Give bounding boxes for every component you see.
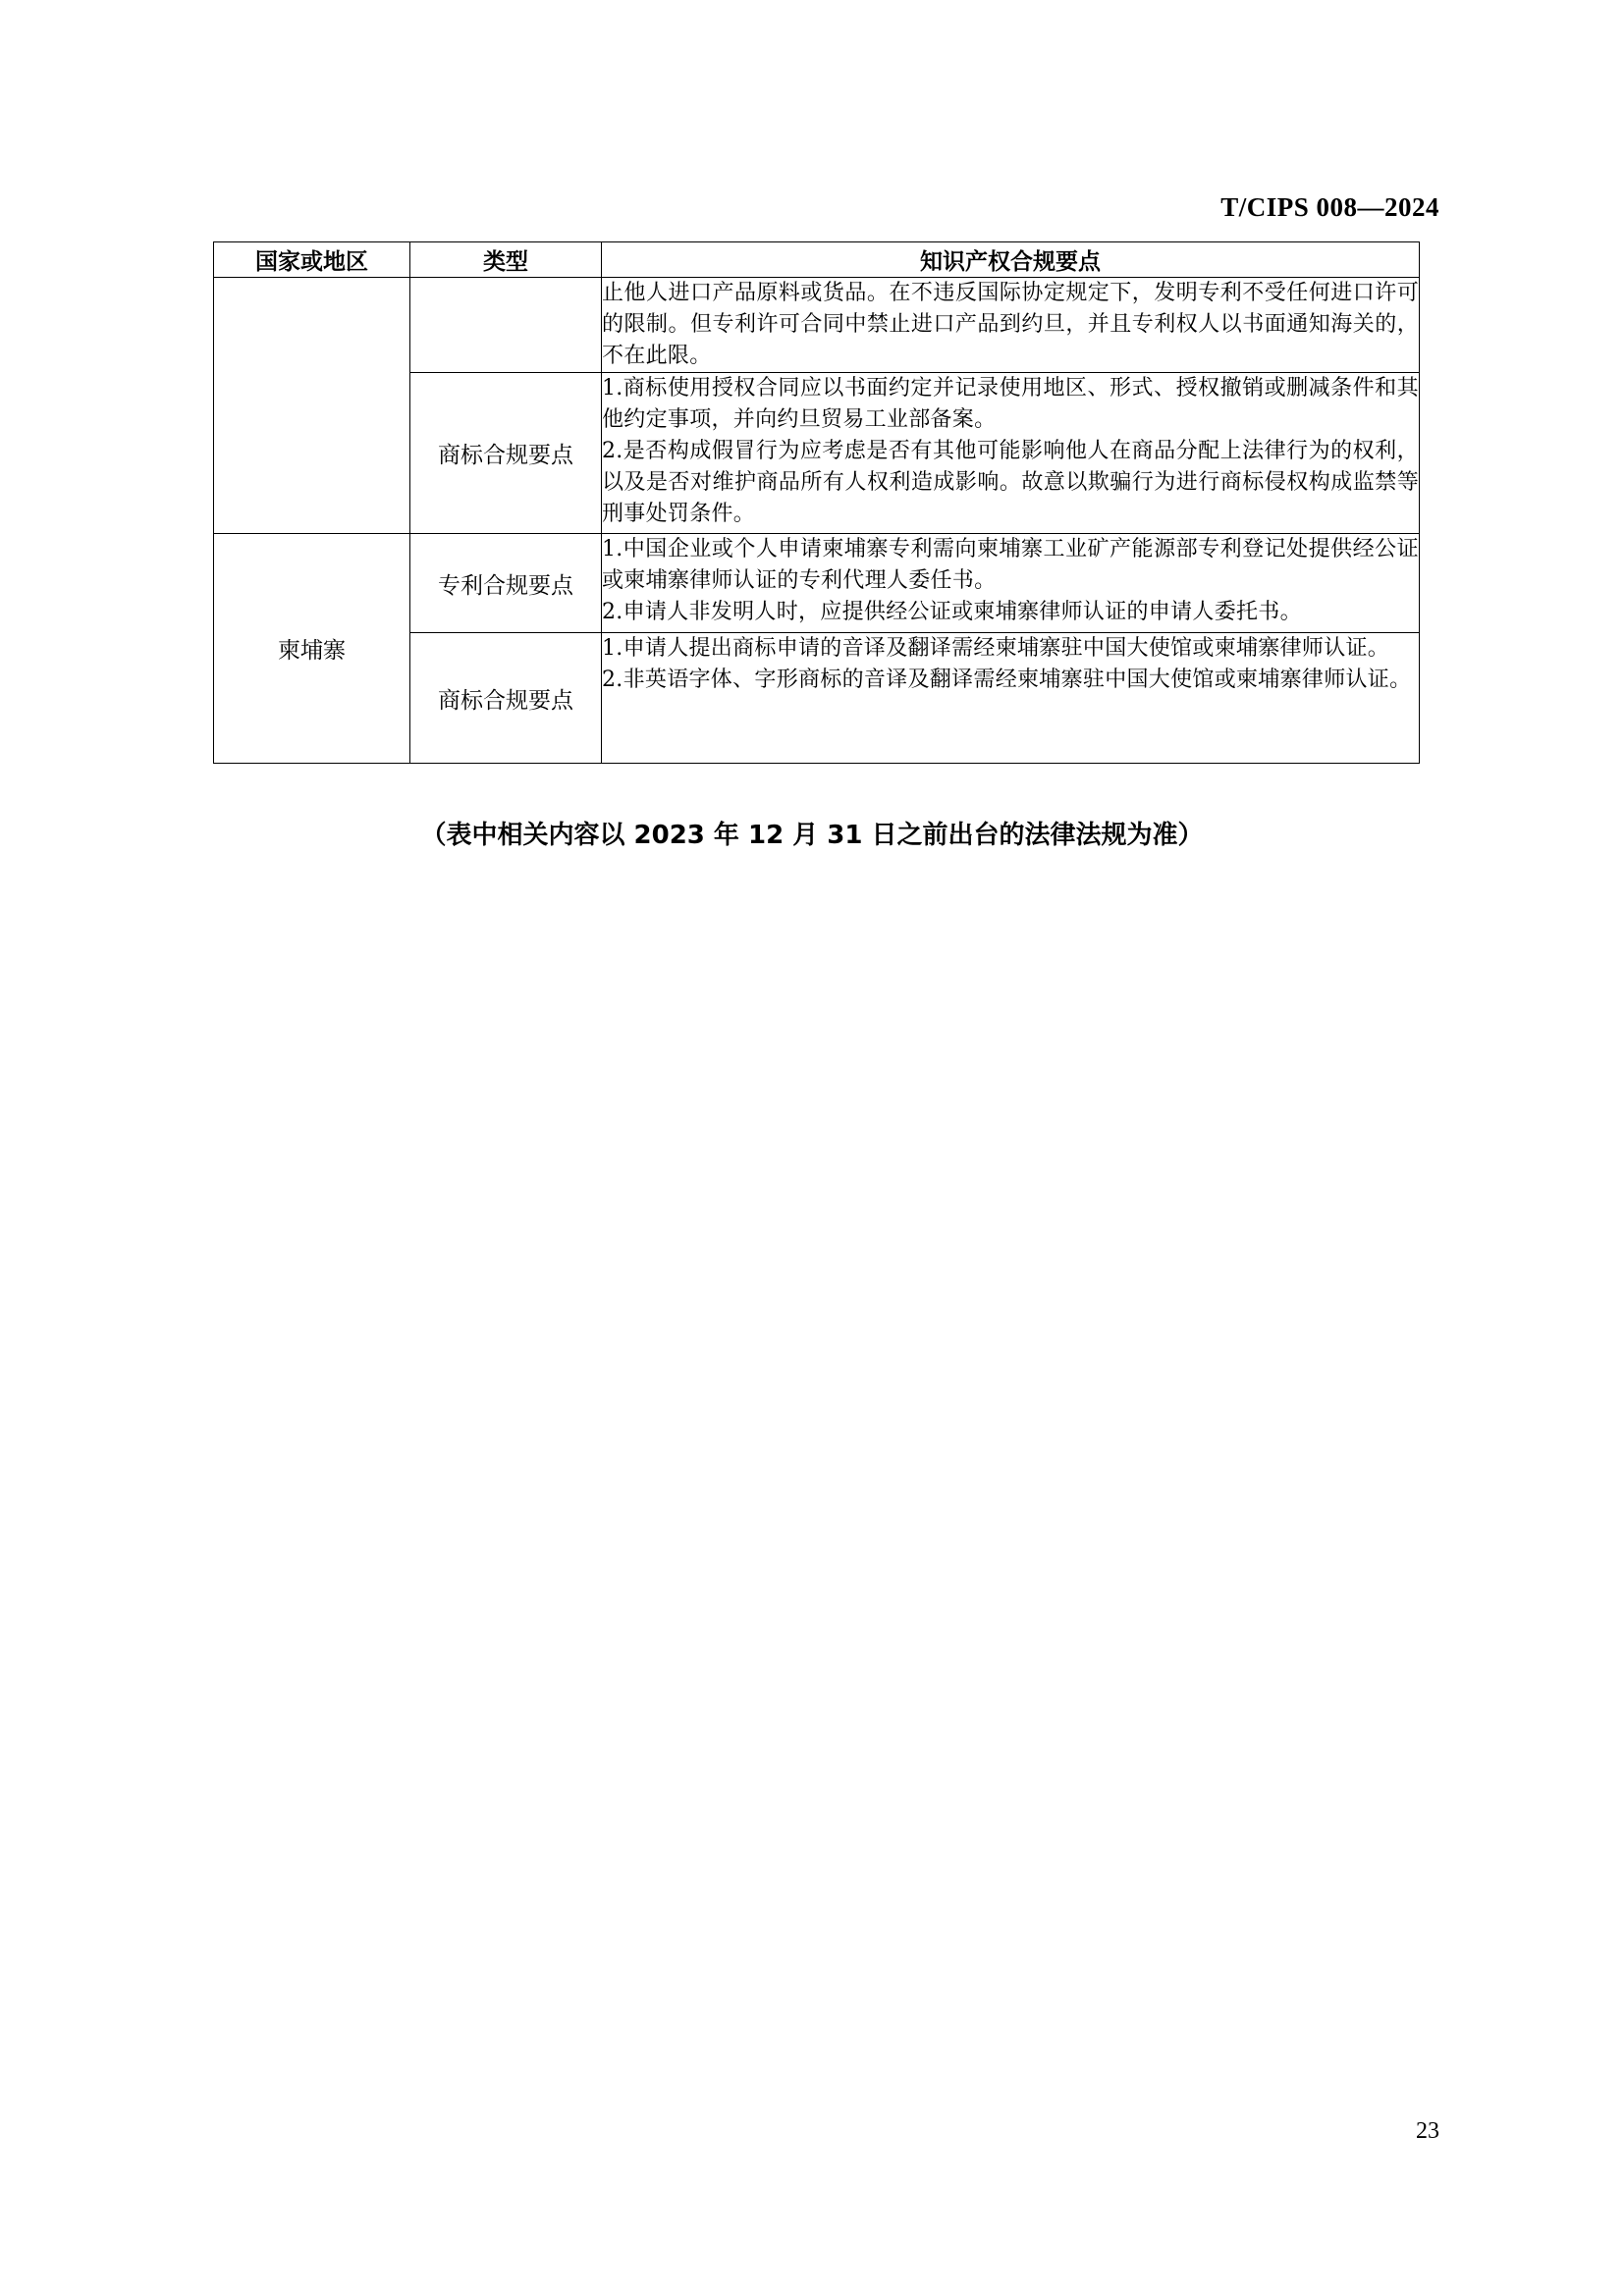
content-cell: [602, 278, 1420, 373]
content-paragraph: 2.申请人非发明人时，应提供经公证或柬埔寨律师认证的申请人委托书。: [602, 600, 1302, 624]
table-header-row: [214, 242, 1420, 278]
country-cell: 柬埔寨: [214, 534, 410, 764]
compliance-table: [213, 241, 1420, 764]
table-footnote: （表中相关内容以 2023 年 12 月 31 日之前出台的法律法规为准）: [420, 821, 1204, 850]
table-row: [214, 278, 1420, 373]
content-cell: [602, 373, 1420, 534]
content-paragraph: 2.是否构成假冒行为应考虑是否有其他可能影响他人在商品分配上法律行为的权利，以及是否对维护商品所有人权利造成影响。故意以欺骗行为进行商标侵权构成监禁等刑事处罚条件。: [602, 439, 1419, 526]
content-paragraph: 1.申请人提出商标申请的音译及翻译需经柬埔寨驻中国大使馆或柬埔寨律师认证。: [602, 636, 1390, 661]
type-cell: [410, 278, 602, 373]
header-type: 类型: [410, 242, 602, 278]
content-cell: [602, 633, 1420, 764]
country-cell: [214, 278, 410, 534]
type-cell: 商标合规要点: [410, 633, 602, 764]
content-paragraph: 止他人进口产品原料或货品。在不违反国际协定规定下，发明专利不受任何进口许可的限制。但专利许可合同中禁止进口产品到约旦，并且专利权人以书面通知海关的，不在此限。: [602, 281, 1419, 368]
header-country: 国家或地区: [214, 242, 410, 278]
document-code: T/CIPS 008—2024: [1220, 192, 1439, 222]
type-cell: 专利合规要点: [410, 534, 602, 633]
content-paragraph: 1.商标使用授权合同应以书面约定并记录使用地区、形式、授权撤销或删减条件和其他约定事项，并向约旦贸易工业部备案。: [602, 376, 1419, 432]
type-cell: 商标合规要点: [410, 373, 602, 534]
content-paragraph: 1.中国企业或个人申请柬埔寨专利需向柬埔寨工业矿产能源部专利登记处提供经公证或柬埔寨律师认证的专利代理人委任书。: [602, 537, 1419, 593]
header-compliance-points: 知识产权合规要点: [602, 242, 1420, 278]
table-row: [214, 534, 1420, 633]
content-cell: [602, 534, 1420, 633]
content-paragraph: 2.非英语字体、字形商标的音译及翻译需经柬埔寨驻中国大使馆或柬埔寨律师认证。: [602, 667, 1412, 692]
page-number: 23: [1416, 2118, 1439, 2144]
